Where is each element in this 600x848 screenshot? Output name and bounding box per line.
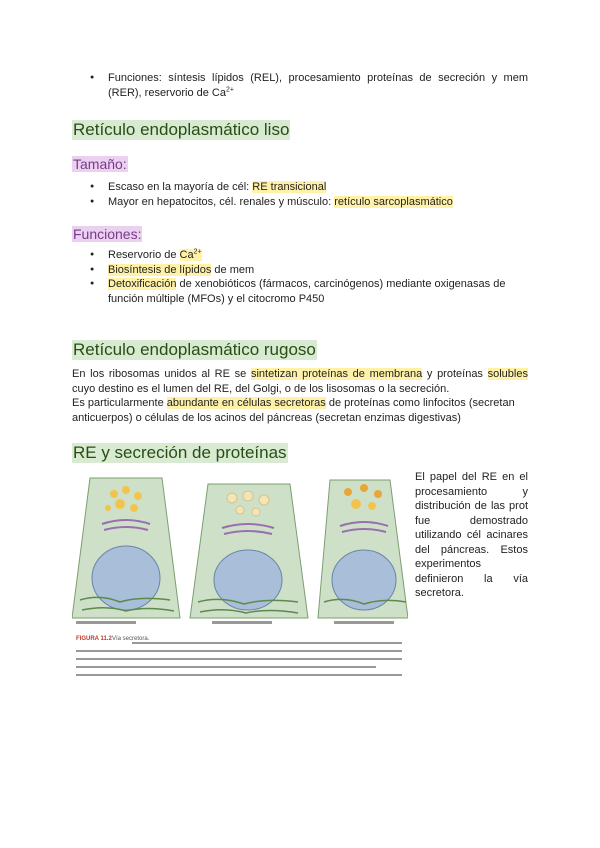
intro-bullet: ● Funciones: síntesis lípidos (REL), procesamiento proteínas de secreción y mem (RER), reservorio de $Ca^{2+}$ [90,71,528,100]
funciones-list [90,248,528,306]
tamano-item: ● Mayor en hepatocitos, cél. renales y músculo: retículo sarcoplasmático [90,195,528,210]
funcion-item: ● Reservorio de $Ca^{2+}$ [90,248,528,263]
figure-caption: Vía secretora. [112,636,150,642]
funcion-item: ● Biosíntesis de lípidos de mem [90,263,528,278]
tamano-heading: Tamaño: [73,156,127,172]
funciones-heading: Funciones: [73,226,142,242]
rer-paragraph-1: En los ribosomas unidos al RE se sintetizan proteínas de membrana y proteínas solubles cuyo destino es el lumen del RE, del Golgi, o de los lisosomas o la secreción. [72,368,528,395]
funcion-item: ● Detoxificación de xenobióticos (fármacos, carcinógenos) mediante oxigenasas de función múltiple (MFOs) y el citocromo P450 [90,277,528,306]
intro-list [90,71,528,100]
rer-title: Retículo endoplasmático rugoso [73,340,316,359]
secretory-pathway-figure [72,470,408,682]
cell-2 [190,484,308,618]
secr-side-text: El papel del RE en el procesamiento y distribución de las prot fue demostrado utilizando cél acinares del páncreas. Estos experimentos definieron la vía secretora. [415,471,528,599]
secr-title: RE y secreción de proteínas [73,443,287,462]
tamano-item: ● Escaso en la mayoría de cél: RE transicional [90,180,528,195]
tamano-list [90,180,528,209]
figure-illustration [72,470,408,682]
figure-caption-label: FIGURA 11.2 [76,636,112,642]
rer-paragraph-2: Es particularmente abundante en células secretoras de proteínas como linfocitos (secretan anticuerpos) o células de los acinos del páncreas (secretan enzimas digestivas) [72,397,515,424]
rel-title: Retículo endoplasmático liso [73,120,290,139]
cell-1 [72,478,180,618]
